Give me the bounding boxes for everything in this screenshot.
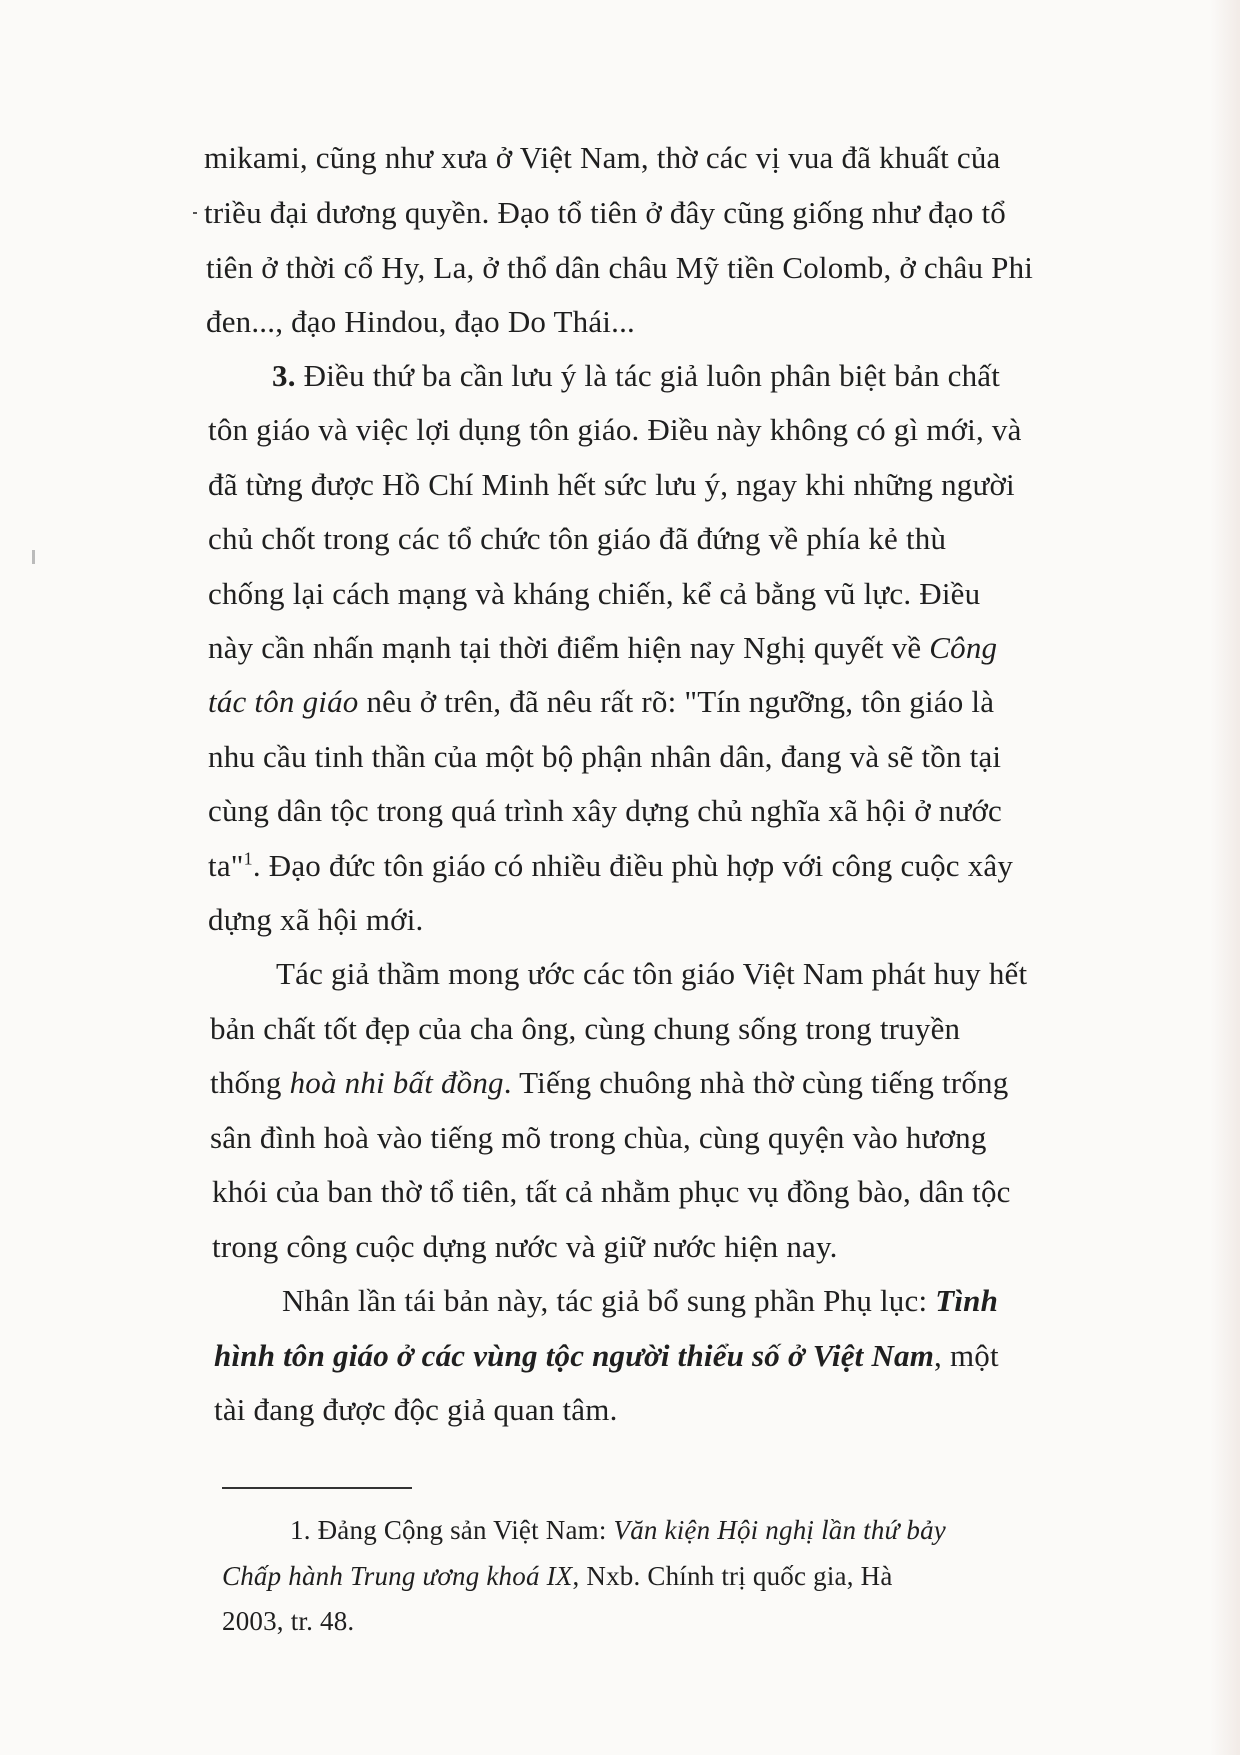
text-line: chủ chốt trong các tổ chức tôn giáo đã đứng về phía kẻ thù xyxy=(208,521,947,556)
italic-span: Công xyxy=(929,630,998,665)
text-line: sân đình hoà vào tiếng mõ trong chùa, cùng quyện vào hương xyxy=(210,1120,987,1155)
text-line: tôn giáo và việc lợi dụng tôn giáo. Điều này không có gì mới, và xyxy=(208,412,1022,447)
text-line: cùng dân tộc trong quá trình xây dựng chủ nghĩa xã hội ở nước xyxy=(208,793,1002,828)
text-line xyxy=(208,684,994,720)
footnote-rule xyxy=(222,1487,412,1489)
italic-span: hình tôn giáo ở các vùng tộc người thiểu số ở Việt Nam xyxy=(214,1338,935,1373)
text-span: . Tiếng chuông nhà thờ cùng tiếng trống xyxy=(503,1065,1009,1100)
text-span: nêu ở trên, đã nêu rất rõ: "Tín ngưỡng, tôn giáo là xyxy=(358,684,995,719)
footnote-ref: 1 xyxy=(243,848,253,869)
text-line: đen..., đạo Hindou, đạo Do Thái... xyxy=(206,304,635,339)
section-number: 3. xyxy=(272,358,296,393)
italic-span: Chấp hành Trung ương khoá IX xyxy=(222,1561,573,1591)
text-span: , một xyxy=(934,1338,999,1373)
text-span: Nhân lần tái bản này, tác giả bổ sung phần Phụ lục: xyxy=(282,1283,936,1318)
text-line: tiên ở thời cổ Hy, La, ở thổ dân châu Mỹ tiền Colomb, ở châu Phi xyxy=(206,250,1034,285)
italic-span: hoà nhi bất đồng xyxy=(289,1065,504,1100)
footnote-line: 2003, tr. 48. xyxy=(222,1606,355,1636)
text-line xyxy=(208,848,1013,884)
text-span: Điều thứ ba cần lưu ý là tác giả luôn phân biệt bản chất xyxy=(303,358,1001,393)
text-line: chống lại cách mạng và kháng chiến, kể cả bằng vũ lực. Điều xyxy=(208,576,981,611)
footnote-number: 1. xyxy=(290,1515,311,1545)
margin-speck xyxy=(32,550,35,564)
italic-span: Văn kiện Hội nghị lần thứ bảy xyxy=(613,1515,946,1545)
text-line xyxy=(282,1283,998,1319)
footnote-line xyxy=(290,1515,946,1546)
text-line: trong công cuộc dựng nước và giữ nước hiện nay. xyxy=(212,1229,838,1264)
text-span: Đảng Cộng sản Việt Nam: xyxy=(310,1515,614,1545)
text-line: khói của ban thờ tổ tiên, tất cả nhằm phục vụ đồng bào, dân tộc xyxy=(212,1174,1011,1209)
text-span: này cần nhấn mạnh tại thời điểm hiện nay Nghị quyết về xyxy=(208,630,930,665)
text-line: bản chất tốt đẹp của cha ông, cùng chung sống trong truyền xyxy=(210,1011,961,1046)
text-line: mikami, cũng như xưa ở Việt Nam, thờ các vị vua đã khuất của xyxy=(204,140,1001,175)
text-line: nhu cầu tinh thần của một bộ phận nhân dân, đang và sẽ tồn tại xyxy=(208,739,1002,774)
footnote-line xyxy=(222,1561,893,1592)
text-span: thống xyxy=(210,1065,290,1100)
text-span: . Đạo đức tôn giáo có nhiều điều phù hợp với công cuộc xây xyxy=(252,848,1014,883)
italic-span: tác tôn giáo xyxy=(208,684,359,719)
text-line: dựng xã hội mới. xyxy=(208,902,424,937)
text-line xyxy=(272,358,1000,394)
text-line: tài đang được độc giả quan tâm. xyxy=(214,1392,618,1427)
text-line: Tác giả thầm mong ước các tôn giáo Việt Nam phát huy hết xyxy=(276,956,1028,991)
margin-speck xyxy=(193,212,197,214)
text-line xyxy=(214,1338,999,1374)
text-line xyxy=(210,1065,1008,1101)
page-edge-shadow xyxy=(1210,0,1240,1755)
text-span: , Nxb. Chính trị quốc gia, Hà xyxy=(572,1561,893,1591)
text-span: ta" xyxy=(208,848,244,883)
italic-span: Tình xyxy=(935,1283,999,1318)
text-line: đã từng được Hồ Chí Minh hết sức lưu ý, ngay khi những người xyxy=(208,467,1015,502)
text-line: triều đại dương quyền. Đạo tổ tiên ở đây cũng giống như đạo tổ xyxy=(204,195,1006,230)
text-line xyxy=(208,630,997,666)
